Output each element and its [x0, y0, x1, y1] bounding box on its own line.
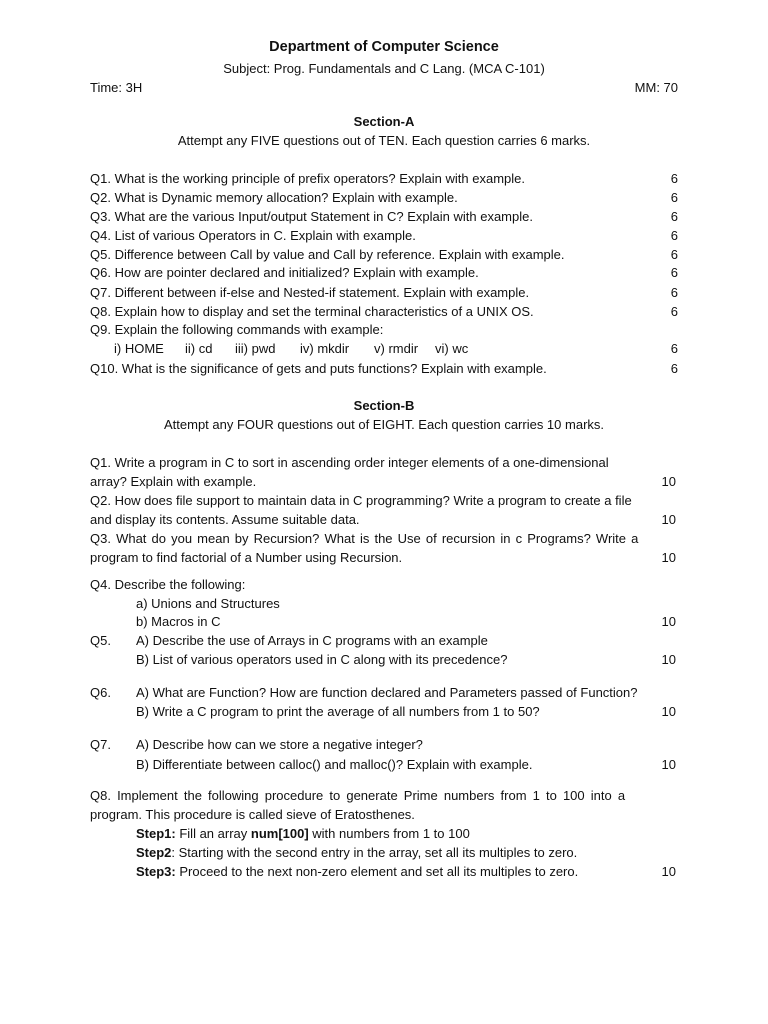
question-text: Q1. What is the working principle of prefix operators? Explain with example.: [90, 171, 525, 186]
question-marks: 6: [670, 190, 678, 205]
sub-item: a) Unions and Structures: [136, 596, 280, 611]
step-text: Fill an array: [175, 826, 251, 841]
question-marks: 6: [670, 361, 678, 376]
procedure-step-2: [136, 845, 577, 860]
question-text: and display its contents. Assume suitable data.: [90, 512, 360, 527]
section-a-question: [90, 228, 678, 246]
question-marks: 10: [661, 614, 676, 629]
question-marks: 6: [670, 228, 678, 243]
step-line: [136, 864, 578, 879]
sub-item: B) List of various operators used in C along with its precedence?: [136, 652, 508, 667]
sub-item: b) Macros in C: [136, 614, 221, 629]
question-text: Q8. Explain how to display and set the terminal characteristics of a UNIX OS.: [90, 304, 534, 319]
question-text: Q8. Implement the following procedure to generate Prime numbers from 1 to 100 into a: [90, 788, 626, 803]
section-b-instruction: Attempt any FOUR questions out of EIGHT. Each question carries 10 marks.: [163, 417, 605, 432]
sub-item: A) What are Function? How are function declared and Parameters passed of Function?: [136, 685, 638, 700]
question-marks: 10: [661, 550, 676, 565]
question-marks: 10: [661, 864, 676, 879]
question-text: Q4. List of various Operators in C. Explain with example.: [90, 228, 416, 243]
department-title: Department of Computer Science: [269, 39, 499, 55]
question-text: Q6. How are pointer declared and initialized? Explain with example.: [90, 265, 479, 280]
command-item: iv) mkdir: [300, 341, 350, 356]
section-b-question: [90, 737, 678, 755]
section-a-question: [90, 322, 678, 340]
question-label: Q5.: [90, 633, 111, 648]
section-b-question: [90, 550, 678, 568]
question-marks: 6: [670, 171, 678, 186]
step-label: Step3:: [136, 864, 176, 879]
command-item: vi) wc: [435, 341, 469, 356]
section-b-question: [90, 512, 678, 530]
section-a-question: [90, 285, 678, 303]
section-a-title: Section-A: [353, 114, 415, 129]
command-item: v) rmdir: [374, 341, 419, 356]
command-item: iii) pwd: [235, 341, 276, 356]
subject-line: Subject: Prog. Fundamentals and C Lang. (MCA C-101): [223, 61, 545, 76]
question-text: Q9. Explain the following commands with example:: [90, 322, 384, 337]
section-b-title: Section-B: [353, 398, 415, 413]
question-marks: 6: [670, 247, 678, 262]
sub-item: B) Write a C program to print the average of all numbers from 1 to 50?: [136, 704, 540, 719]
question-text: Q10. What is the significance of gets and puts functions? Explain with example.: [90, 361, 547, 376]
q9-commands-row: [90, 341, 678, 359]
question-text: program. This procedure is called sieve of Eratosthenes.: [90, 807, 415, 822]
array-name: num[100]: [250, 826, 309, 841]
step-text: : Starting with the second entry in the array, set all its multiples to zero.: [171, 845, 578, 860]
question-text: Q1. Write a program in C to sort in ascending order integer elements of a one-dimensional: [90, 455, 609, 470]
command-item: i) HOME: [114, 341, 164, 356]
question-text: Q3. What do you mean by Recursion? What is the Use of recursion in c Programs? Write a: [90, 531, 639, 546]
time-label: Time: 3H: [90, 80, 143, 95]
question-marks: 6: [670, 209, 678, 224]
section-a-instruction: Attempt any FIVE questions out of TEN. Each question carries 6 marks.: [177, 133, 591, 148]
question-marks: 6: [670, 285, 678, 300]
question-text: array? Explain with example.: [90, 474, 257, 489]
question-marks: 10: [661, 704, 676, 719]
question-marks: 10: [661, 474, 676, 489]
procedure-step-3: [90, 864, 678, 882]
question-text: program to find factorial of a Number using Recursion.: [90, 550, 403, 565]
section-a-question: [90, 361, 678, 379]
question-text: Q2. How does file support to maintain data in C programming? Write a program to create a file: [90, 493, 632, 508]
section-a-question: [90, 209, 678, 227]
section-a-question: [90, 265, 678, 283]
section-b-question: [90, 474, 678, 492]
section-a-question: [90, 247, 678, 265]
question-text: Q3. What are the various Input/output Statement in C? Explain with example.: [90, 209, 533, 224]
question-marks: 10: [661, 512, 676, 527]
question-text: Q2. What is Dynamic memory allocation? Explain with example.: [90, 190, 458, 205]
question-text: Q7. Different between if-else and Nested-if statement. Explain with example.: [90, 285, 530, 300]
question-marks: 6: [670, 341, 678, 356]
step-text: with numbers from 1 to 100: [308, 826, 470, 841]
question-marks: 10: [661, 652, 676, 667]
section-b-question: [90, 652, 678, 670]
section-b-question: [90, 685, 678, 703]
step-label: Step2: [136, 845, 172, 860]
max-marks-label: MM: 70: [634, 80, 678, 95]
section-a-question: [90, 304, 678, 322]
command-item: ii) cd: [185, 341, 213, 356]
procedure-step-1: [136, 826, 470, 841]
step-text: Proceed to the next non-zero element and set all its multiples to zero.: [175, 864, 579, 879]
step-label: Step1:: [136, 826, 176, 841]
question-marks: 10: [661, 757, 676, 772]
section-a-question: [90, 171, 678, 189]
section-b-question: [90, 614, 678, 632]
question-text: Q4. Describe the following:: [90, 577, 246, 592]
question-text: Q5. Difference between Call by value and Call by reference. Explain with example.: [90, 247, 565, 262]
sub-item: A) Describe the use of Arrays in C programs with an example: [136, 633, 488, 648]
question-marks: 6: [670, 265, 678, 280]
section-b-question: [90, 704, 678, 722]
question-marks: 6: [670, 304, 678, 319]
sub-item: A) Describe how can we store a negative integer?: [136, 737, 423, 752]
section-b-question: [90, 633, 678, 651]
section-a-question: [90, 190, 678, 208]
question-label: Q7.: [90, 737, 111, 752]
sub-item: B) Differentiate between calloc() and malloc()? Explain with example.: [136, 757, 533, 772]
question-label: Q6.: [90, 685, 111, 700]
section-b-question: [90, 757, 678, 775]
